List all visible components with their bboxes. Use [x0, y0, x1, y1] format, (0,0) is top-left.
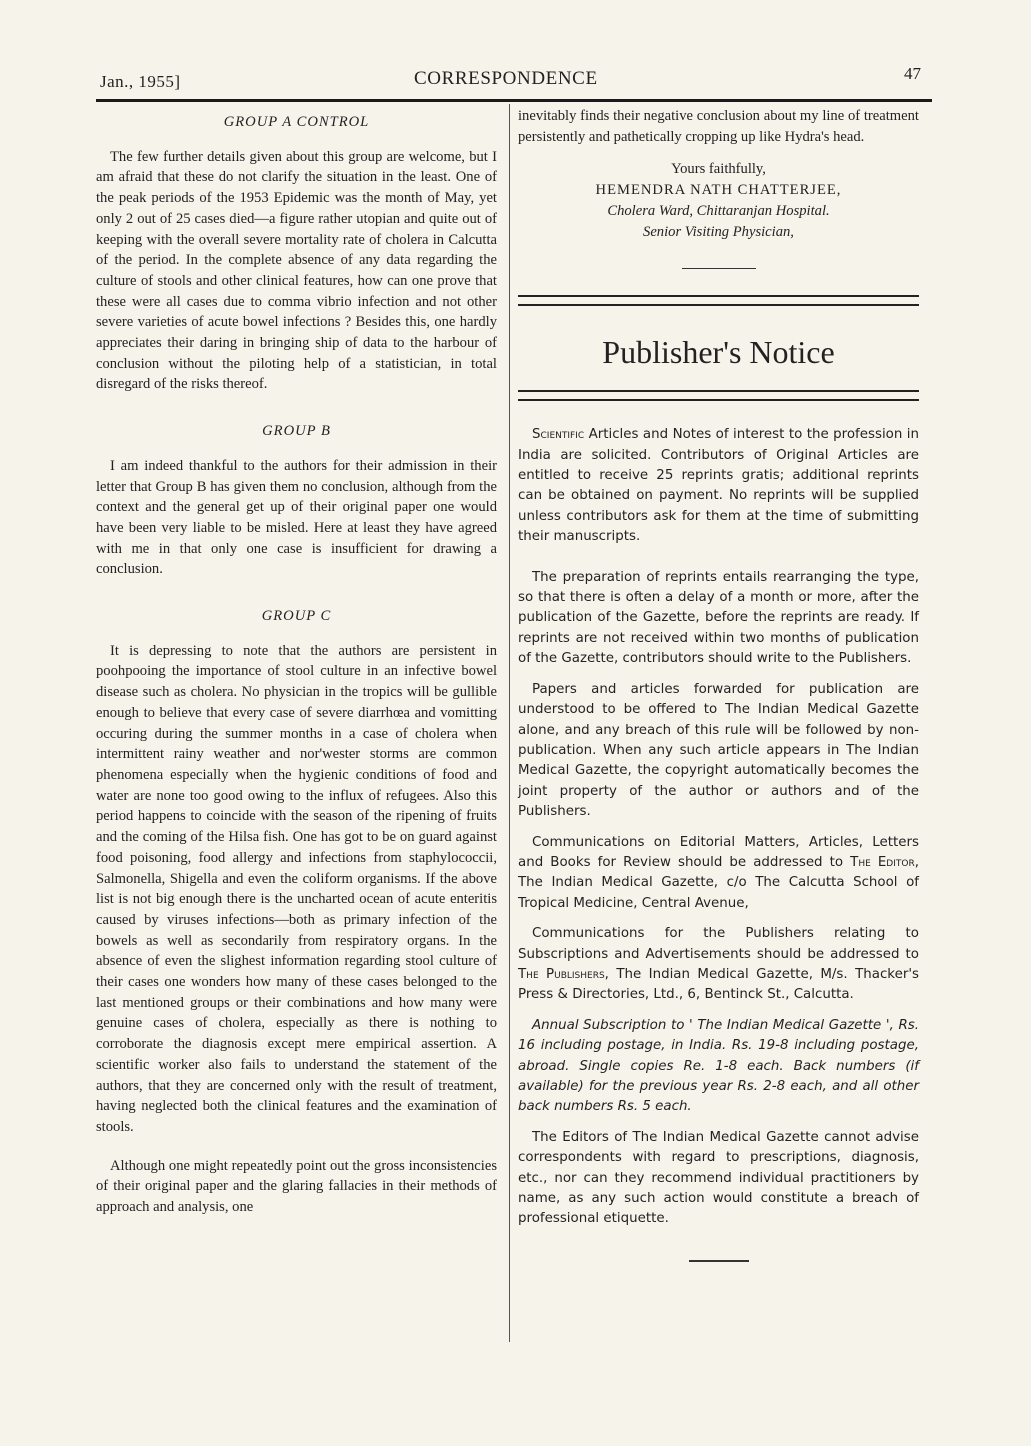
notice-paragraph-2: The preparation of reprints entails rearranging the type, so that there is often a delay of a month or more, after the publication of the Gazette, before the reprints are ready. If reprints are not received within two months of publication of the Gazette, contributors should write to the Publishers. [518, 569, 919, 667]
notice-paragraph-6: Annual Subscription to ' The Indian Medical Gazette ', Rs. 16 including postage, in India. Rs. 19-8 including postage, abroad. Single copies Re. 1-8 each. Back numbers (if available) for the previous year Rs. 2-8 each, and all other back numbers Rs. 5 each. [518, 1017, 919, 1115]
notice-p5-b: The Indian Medical Gazette, M/s. Thacker's Press & Directories, Ltd., 6, Bentinck St., Calcutta. [518, 966, 919, 1003]
publishers-notice [518, 425, 919, 1230]
section-title: CORRESPONDENCE [414, 68, 598, 89]
notice-p5-a: Communications for the Publishers relating to Subscriptions and Advertisements should be addressed to [518, 926, 919, 962]
header-rule [96, 99, 932, 102]
notice-paragraph-7: The Editors of The Indian Medical Gazette cannot advise correspondents with regard to prescriptions, diagnosis, etc., nor can they recommend individual practitioners by name, as any such action would constitute a breach of professional etiquette. [518, 1129, 919, 1227]
right-column [518, 106, 919, 1262]
notice-p1-text: Articles and Notes of interest to the profession in India are solicited. Contributors of Original Articles are entitled to receive 25 reprints gratis; additional reprints can be obtained on payment. No reprints will be supplied unless contributors ask for them at the time of submitting their manuscripts. [518, 427, 919, 545]
group-b-paragraph: I am indeed thankful to the authors for their admission in their letter that Group B has given them no conclusion, although from the context and the general get up of their original paper one would have been very liable to be misled. Here at least they have agreed with me in that only one case is insufficient for drawing a conclusion. [96, 457, 497, 578]
notice-p4-b: The Indian Medical Gazette, c/o The Calcutta School of Tropical Medicine, Central Avenue, [518, 875, 919, 911]
page-number: 47 [904, 64, 921, 83]
notice-paragraph-1 [518, 425, 919, 547]
signature-affiliation: Cholera Ward, Chittaranjan Hospital. [607, 202, 830, 219]
column-divider [509, 104, 510, 1342]
signature-name: HEMENDRA NATH CHATTERJEE, [595, 182, 842, 199]
notice-p4-a: Communications on Editorial Matters, Articles, Letters and Books for Review should be addressed to [518, 834, 919, 870]
signature-block [518, 159, 919, 242]
notice-paragraph-5 [518, 924, 919, 1006]
left-column [96, 112, 497, 1218]
group-a-paragraph: The few further details given about this group are welcome, but I am afraid that these do not clarify the situation in the least. One of the peak periods of the 1953 Epidemic was the month of May, yet only 2 out of 25 cases died—a figure rather utopian and quite out of keeping with the overall severe mortality rate of cholera in Calcutta of the period. In the complete absence of any data regarding the culture of stools and other clinical features, how can one prove that these were all cases due to comma vibrio infection and not other severe varieties of acute bowel infections ? Besides this, one hardly appreciates their daring in bringing ship of data to the harbour of conclusion without the piloting help of a statistician, in total disregard of the risks thereof. [96, 148, 497, 393]
issue-date: Jan., 1955] [100, 72, 181, 91]
group-b-heading: GROUP B [262, 423, 331, 440]
notice-p1-lead: Scientific [532, 427, 585, 443]
notice-p5-lead: The Publishers, [518, 966, 609, 982]
notice-paragraph-3: Papers and articles forwarded for publication are understood to be offered to The Indian Medical Gazette alone, and any breach of this rule will be followed by non-publication. When any such article appears in The Indian Medical Gazette, the copyright automatically becomes the joint property of the author or authors and of the Publishers. [518, 681, 919, 820]
notice-top-rule [518, 295, 919, 306]
notice-bottom-rule [518, 390, 919, 401]
signature-closing: Yours faithfully, [671, 161, 766, 178]
signature-title: Senior Visiting Physician, [643, 223, 794, 240]
page-header [96, 62, 921, 96]
group-a-heading: GROUP A CONTROL [223, 114, 370, 130]
notice-title: Publisher's Notice [602, 334, 835, 371]
end-rule [689, 1260, 749, 1262]
signature-rule [682, 268, 756, 269]
group-c-heading: GROUP C [261, 608, 332, 625]
notice-p4-lead: The Editor, [850, 854, 919, 870]
closing-paragraph: Although one might repeatedly point out the gross inconsistencies of their original paper and the glaring fallacies in their methods of approach and analysis, one [96, 1157, 497, 1216]
continuation-paragraph: inevitably finds their negative conclusion about my line of treatment persistently and pathetically cropping up like Hydra's head. [518, 108, 919, 145]
group-c-paragraph: It is depressing to note that the authors are persistent in poohpooing the importance of stool culture in an infective bowel disease such as cholera. No physician in the tropics will be gullible enough to believe that every case of severe diarrhœa and vomitting occuring during the summer months in a case of cholera when intermittent rainy weather and nor'wester storms are common phenomena especially when the hygienic conditions of food and water are none too good owing to the influx of refugees. Also this period happens to coincide with the season of the ripening of fruits and the coming of the Hilsa fish. One has got to be on guard against food poisoning, food allergy and infections from staphylococcii, Salmonella, Shigella and even the coliform organisms. If the above list is not big enough there is the uncharted ocean of acute enteritis caused by viruses infections—both as primary infection of the bowels as well as secondarily from respiratory organs. In the absence of even the slighest information regarding stool culture of their cases one wonders how many of these cases belonged to the last mentioned groups or their combinations and how many were genuine cases of cholera, especially as there is nothing to corroborate the diagnosis except mere empirical assertion. A scientific worker also fails to understand the statement of the authors, that they are concerned only with the result of treatment, having neglected both the clinical features and the examination of stools. [96, 642, 497, 1135]
notice-paragraph-4 [518, 833, 919, 915]
